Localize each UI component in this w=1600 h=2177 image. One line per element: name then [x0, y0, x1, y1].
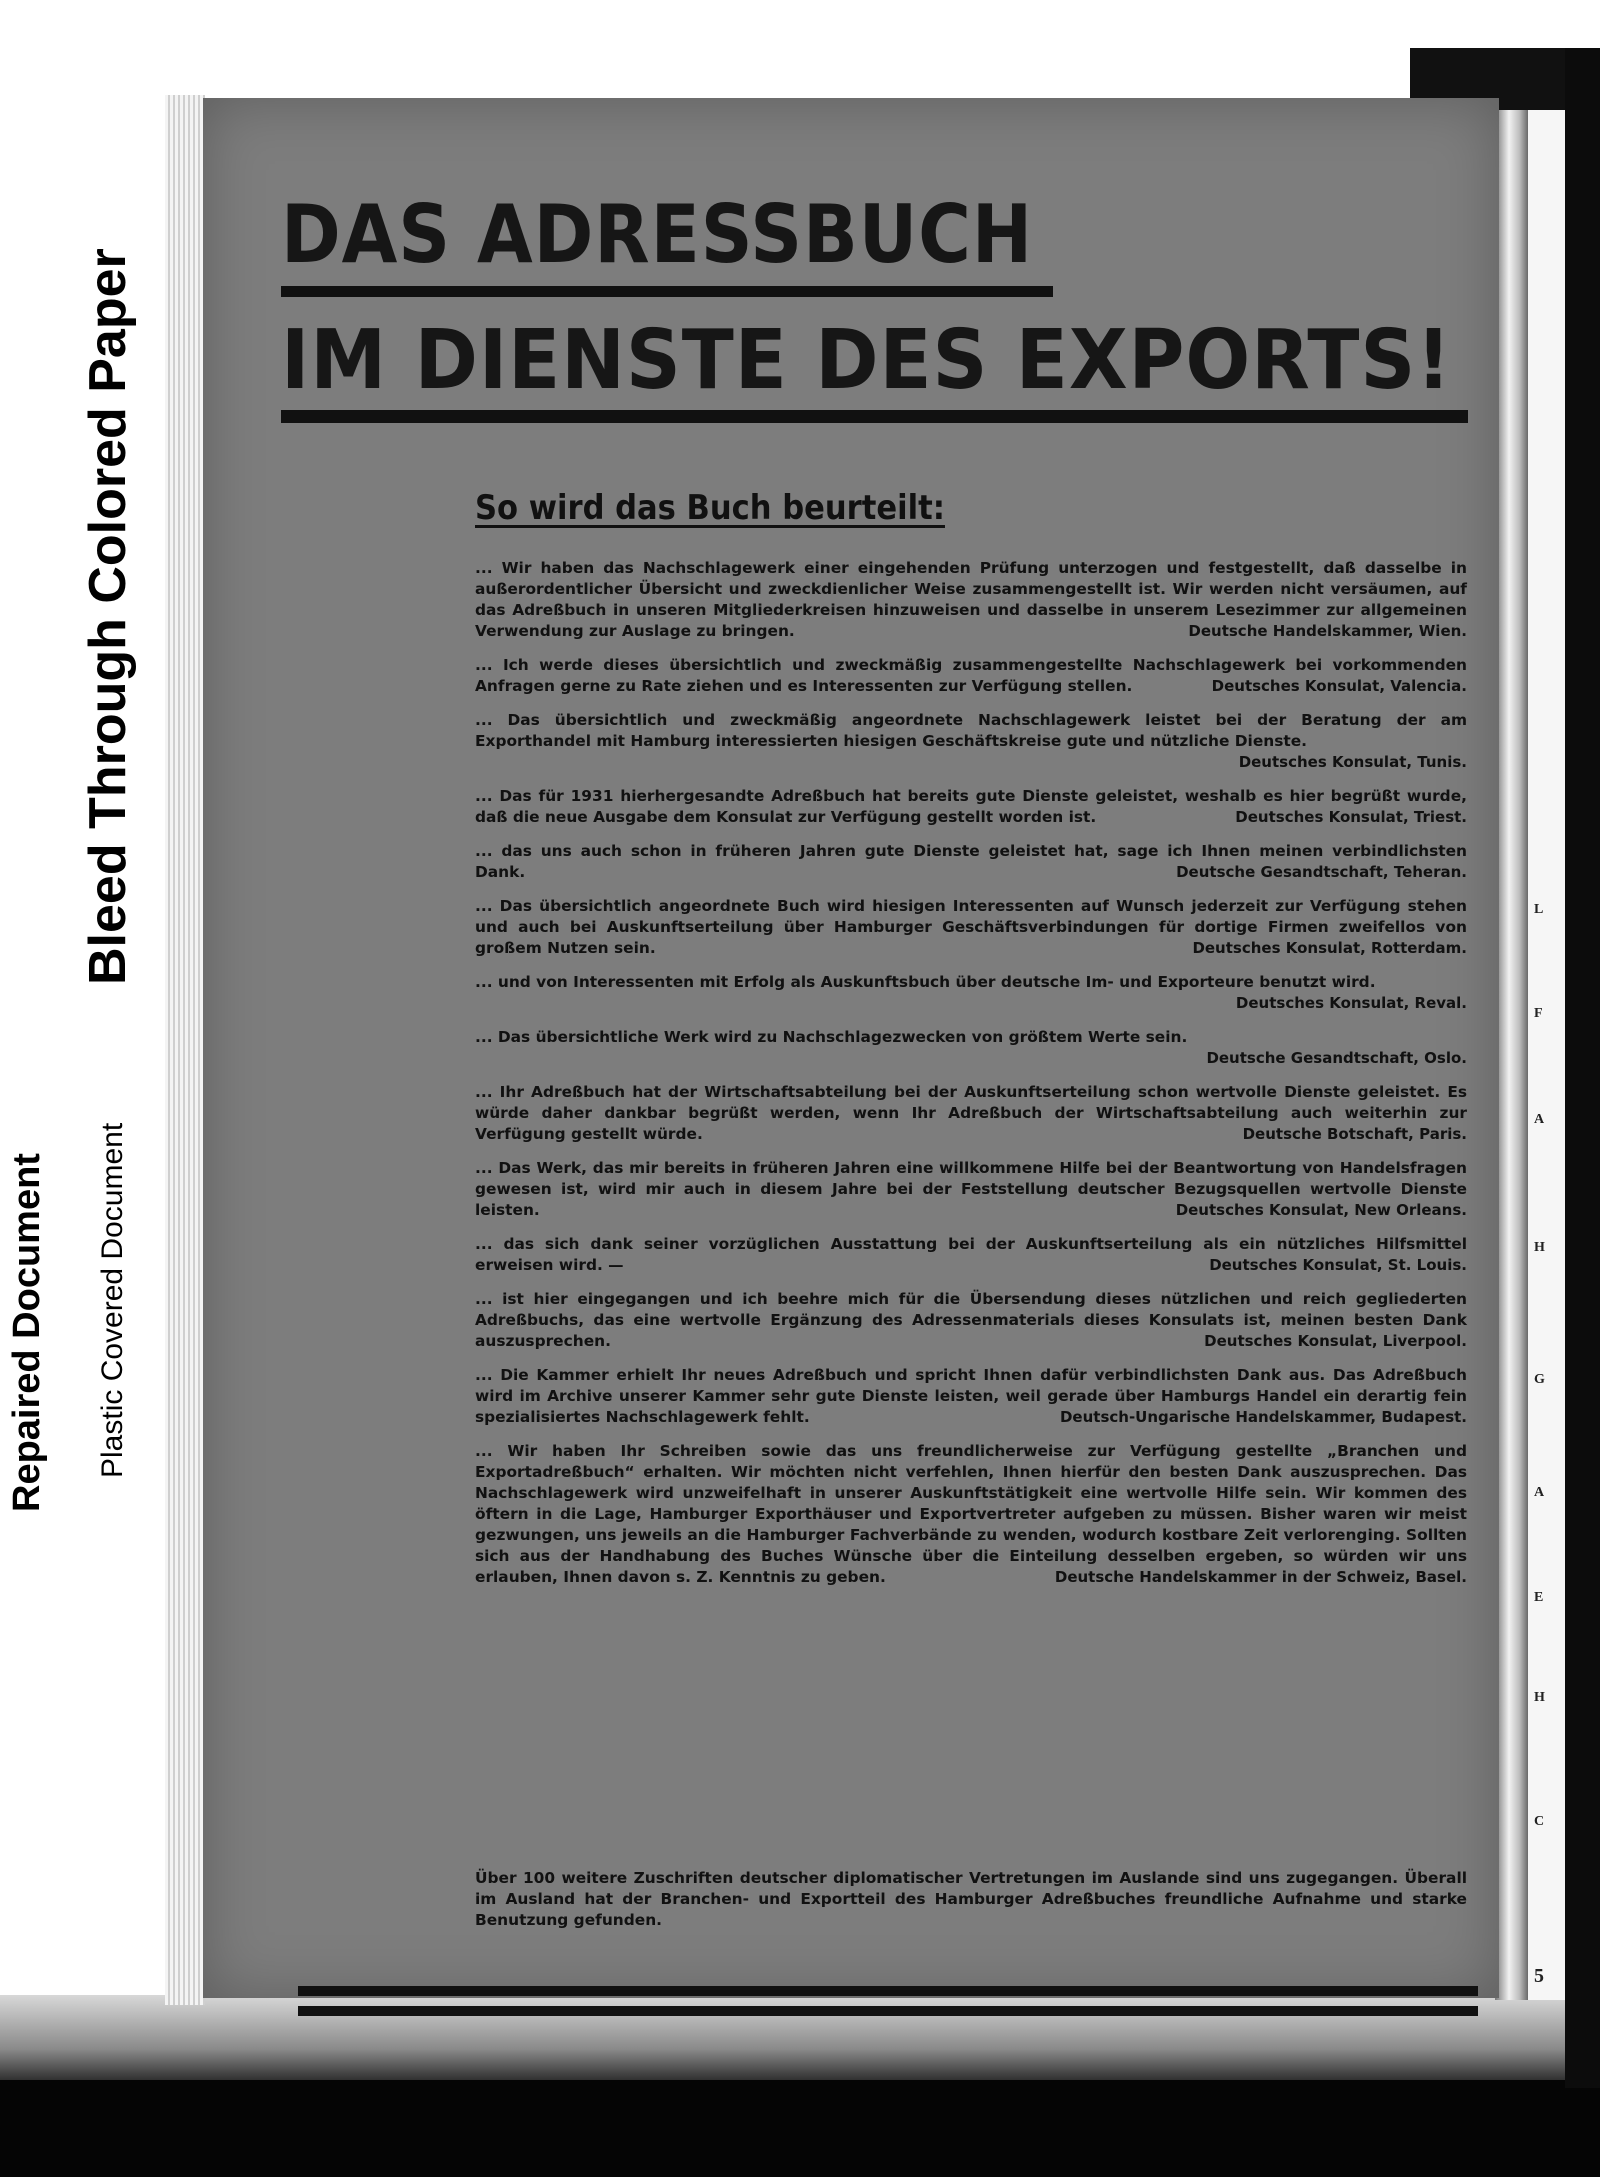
bottom-rule-1 — [298, 1986, 1478, 1996]
testimonial — [475, 1158, 1467, 1221]
edge-letter: 5 — [1534, 1965, 1544, 1987]
testimonial-source: Deutsches Konsulat, Valencia. — [1211, 677, 1467, 695]
next-page-edge — [1528, 110, 1565, 2000]
testimonial-text: ... und von Interessenten mit Erfolg als Auskunftsbuch über deutsche Im- und Exporteure benutzt wird. — [475, 973, 1376, 991]
testimonial — [475, 1082, 1467, 1145]
page-stack-edge — [165, 95, 205, 2005]
testimonial — [475, 896, 1467, 959]
title-rule-2 — [281, 410, 1468, 423]
testimonial-source: Deutsches Konsulat, Liverpool. — [1204, 1332, 1467, 1350]
testimonial — [475, 1027, 1467, 1069]
testimonial-text: ... Die Kammer erhielt Ihr neues Adreßbuch und spricht Ihnen dafür verbindlichsten Dank aus. Das Adreßbuch wird im Archive unserer Kammer sehr gute Dienste leisten, weil gerade über Hamburgs Handel ein derartig fein spezialisiertes Nachschlagewerk fehlt. — [475, 1366, 1467, 1426]
testimonial-source: Deutsches Konsulat, New Orleans. — [1175, 1201, 1467, 1219]
title-rule-1 — [281, 286, 1053, 297]
scan-bottom-border — [0, 2080, 1600, 2177]
edge-letter: G — [1534, 1372, 1545, 1387]
testimonial — [475, 710, 1467, 773]
testimonial-source: Deutsches Konsulat, Tunis. — [1238, 753, 1467, 771]
edge-letter: A — [1534, 1485, 1545, 1500]
edge-letter: H — [1534, 1240, 1545, 1255]
testimonial — [475, 972, 1467, 1014]
testimonial — [475, 786, 1467, 828]
testimonial-text: ... Ich werde dieses übersichtlich und zweckmäßig zusammengestellte Nachschlagewerk bei vorkommenden Anfragen gerne zu Rate ziehen und es Interessenten zur Verfügung stellen. — [475, 656, 1467, 695]
title-line-2: IM DIENSTE DES EXPORTS! — [281, 313, 1452, 408]
testimonial-text: ... Ihr Adreßbuch hat der Wirtschaftsabteilung bei der Auskunftserteilung schon wertvolle Dienste geleistet. Es würde daher dankbar begrüßt werden, wenn Ihr Adreßbuch der Wirtschaftsabteilung auch weiterhin zur Verfügung gestellt würde. — [475, 1083, 1467, 1143]
testimonial — [475, 558, 1467, 642]
testimonial-text: ... das uns auch schon in früheren Jahren gute Dienste geleistet hat, sage ich Ihnen meinen verbindlichsten Dank. — [475, 842, 1467, 881]
testimonial — [475, 655, 1467, 697]
edge-letter: F — [1534, 1006, 1543, 1021]
testimonial-source: Deutsche Gesandtschaft, Teheran. — [1176, 863, 1467, 881]
closing-paragraph: Über 100 weitere Zuschriften deutscher diplomatischer Vertretungen im Auslande sind uns zugegangen. Überall im Ausland hat der Branchen- und Exportteil des Hamburger Adreßbuches freundliche Aufnahme und starke Benutzung gefunden. — [475, 1869, 1467, 1929]
testimonial — [475, 1365, 1467, 1428]
testimonial — [475, 841, 1467, 883]
book-gutter — [1495, 110, 1530, 2000]
testimonial-text: ... Das übersichtlich angeordnete Buch wird hiesigen Interessenten auf Wunsch jederzeit zur Verfügung stehen und auch bei Auskunftserteilung über Hamburger Geschäftsverbindungen für dortige Firmen zweifellos von großem Nutzen sein. — [475, 897, 1467, 957]
testimonial-text: ... Das übersichtliche Werk wird zu Nachschlagezwecken von größtem Werte sein. — [475, 1028, 1188, 1046]
testimonial — [475, 1441, 1467, 1588]
testimonial-source: Deutsches Konsulat, Rotterdam. — [1192, 939, 1467, 957]
testimonial — [475, 1234, 1467, 1276]
testimonial-source: Deutsche Handelskammer in der Schweiz, Basel. — [1054, 1568, 1467, 1586]
testimonial-source: Deutsch-Ungarische Handelskammer, Budapest. — [1059, 1408, 1467, 1426]
label-bleed-through: Bleed Through Colored Paper — [79, 248, 137, 985]
edge-letter: L — [1534, 902, 1544, 917]
testimonial-text: ... Das Werk, das mir bereits in früheren Jahren eine willkommene Hilfe bei der Beantwortung von Handelsfragen gewesen ist, wird mir auch in diesem Jahre bei der Feststellung deutscher Bezugsquellen wertvolle Dienste leisten. — [475, 1159, 1467, 1219]
testimonial-source: Deutsche Botschaft, Paris. — [1242, 1125, 1467, 1143]
edge-letter: H — [1534, 1690, 1545, 1705]
testimonial-source: Deutsche Gesandtschaft, Oslo. — [1206, 1049, 1467, 1067]
testimonial-source: Deutsches Konsulat, Reval. — [1235, 994, 1467, 1012]
testimonial-source: Deutsches Konsulat, Triest. — [1235, 808, 1467, 826]
document-page — [203, 98, 1499, 1998]
label-repaired-document: Repaired Document — [6, 1153, 48, 1512]
testimonial-source: Deutsches Konsulat, St. Louis. — [1209, 1256, 1467, 1274]
edge-letter: C — [1534, 1814, 1545, 1829]
testimonial-text: ... Das übersichtlich und zweckmäßig angeordnete Nachschlagewerk leistet bei der Beratung der am Exporthandel mit Hamburg interessierten hiesigen Geschäftskreise gute und nützliche Dienste. — [475, 711, 1467, 750]
testimonial-list — [475, 558, 1467, 1601]
edge-letter: A — [1534, 1112, 1545, 1127]
subheading: So wird das Buch beurteilt: — [475, 488, 945, 528]
edge-letter: E — [1534, 1590, 1544, 1605]
title-line-1: DAS ADRESSBUCH — [281, 188, 1034, 281]
bottom-rule-2 — [298, 2006, 1478, 2016]
testimonial-text: ... Das für 1931 hierhergesandte Adreßbuch hat bereits gute Dienste geleistet, weshalb es hier begrüßt wurde, daß die neue Ausgabe dem Konsulat zur Verfügung gestellt worden ist. — [475, 787, 1467, 826]
testimonial-text: ... Wir haben Ihr Schreiben sowie das uns freundlicherweise zur Verfügung gestellte „Branchen und Exportadreßbuch“ erhalten. Wir möchten nicht verfehlen, Ihnen hierfür den besten Dank auszusprechen. Das Nachschlagewerk wird unzweifelhaft in unserer Auskunftstätigkeit eine wertvolle Hilfe sein. Wir kommen des öftern in die Lage, Hamburger Exporthäuser und Exportvertreter aufgeben zu müssen. Bisher waren wir meist gezwungen, uns jeweils an die Hamburger Fachverbände zu wenden, wodurch kostbare Zeit verlorenging. Sollten sich aus der Handhabung des Buches Wünsche über die Einteilung desselben ergeben, so würden wir uns erlauben, Ihnen davon s. Z. Kenntnis zu geben. — [475, 1442, 1467, 1586]
testimonial-text: ... das sich dank seiner vorzüglichen Ausstattung bei der Auskunftserteilung als ein nützliches Hilfsmittel erweisen wird. — — [475, 1235, 1467, 1274]
testimonial-text: ... Wir haben das Nachschlagewerk einer eingehenden Prüfung unterzogen und festgestellt, daß dasselbe in außerordentlicher Übersicht und zweckdienlicher Weise zusammengestellt ist. Wir werden nicht versäumen, auf das Adreßbuch in unseren Mitgliederkreisen hinzuweisen und dasselbe in unserem Lesezimmer zur allgemeinen Verwendung zur Auslage zu bringen. — [475, 559, 1467, 640]
testimonial — [475, 1289, 1467, 1352]
testimonial-text: ... ist hier eingegangen und ich beehre mich für die Übersendung dieses nützlichen und reich gegliederten Adreßbuchs, das eine wertvolle Ergänzung des Adressenmaterials dieses Konsulats ist, meinen besten Dank auszusprechen. — [475, 1290, 1467, 1350]
label-plastic-covered-document: Plastic Covered Document — [96, 1122, 129, 1478]
testimonial-source: Deutsche Handelskammer, Wien. — [1188, 622, 1467, 640]
scan-right-border — [1565, 48, 1600, 2088]
